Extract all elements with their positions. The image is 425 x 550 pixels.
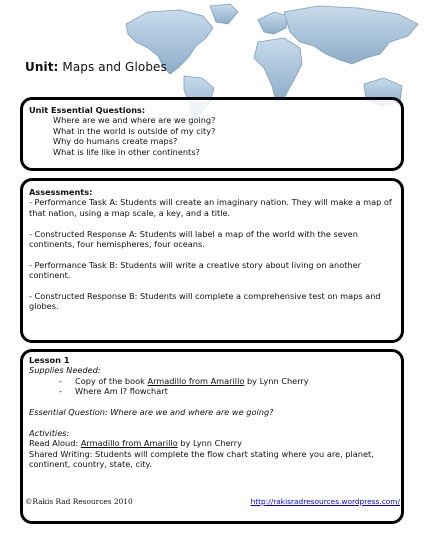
book-title: Armadillo from Amarillo <box>80 438 178 449</box>
book-title: Armadillo from Amarillo <box>147 375 245 386</box>
lesson-heading: Lesson 1 <box>29 355 70 365</box>
supplies-label: Supplies Needed: <box>29 365 101 376</box>
assessment-item: - Performance Task A: Students will create an imaginary nation. They will make a map of that nation, using a map scale, a key, and a title. <box>29 197 392 218</box>
supply-item: - Copy of the book Armadillo from Amarillo by Lynn Cherry <box>59 375 309 386</box>
essential-question: Where are we and where are we going? <box>53 115 216 126</box>
assessment-item: - Constructed Response B: Students will complete a comprehensive test on maps and globes. <box>29 291 381 312</box>
unit-name: Maps and Globes <box>62 60 167 74</box>
supply-text: by Lynn Cherry <box>244 375 309 386</box>
assessment-item: - Performance Task B: Students will write a creative story about living on another continent. <box>29 259 362 281</box>
assessments-heading: Assessments: <box>29 187 93 197</box>
essential-question: What is life like in other continents? <box>53 146 200 157</box>
essential-question: What in the world is outside of my city? <box>53 125 216 136</box>
unit-label: Unit: <box>25 60 59 74</box>
essential-questions-heading: Unit Essential Questions: <box>29 105 146 115</box>
assessment-item: - Constructed Response A: Students will label a map of the world with the seven continents, four hemispheres, four oceans. <box>29 228 358 250</box>
supply-text: Where Am I? flowchart <box>75 386 168 397</box>
read-aloud-suffix: by Lynn Cherry <box>177 438 242 449</box>
assessments-box <box>20 178 404 343</box>
lesson-essential-question: Essential Question: Where are we and where are we going? <box>29 407 274 418</box>
supply-item: - Where Am I? flowchart <box>59 386 168 397</box>
essential-question: Why do humans create maps? <box>53 136 178 147</box>
read-aloud-line <box>29 438 395 448</box>
unit-title <box>25 60 167 74</box>
copyright-text: ©Rakis Rad Resources 2010 <box>25 497 133 506</box>
activities-label: Activities: <box>29 427 70 438</box>
supply-text: Copy of the book <box>75 375 148 386</box>
essential-questions-box <box>20 97 404 171</box>
shared-writing-line: Shared Writing: Students will complete the flow chart stating where you are, planet, continent, country, state, city. <box>29 448 374 470</box>
website-link[interactable]: http://rakisradresources.wordpress.com/ <box>250 497 400 506</box>
read-aloud-label: Read Aloud: <box>29 438 81 449</box>
